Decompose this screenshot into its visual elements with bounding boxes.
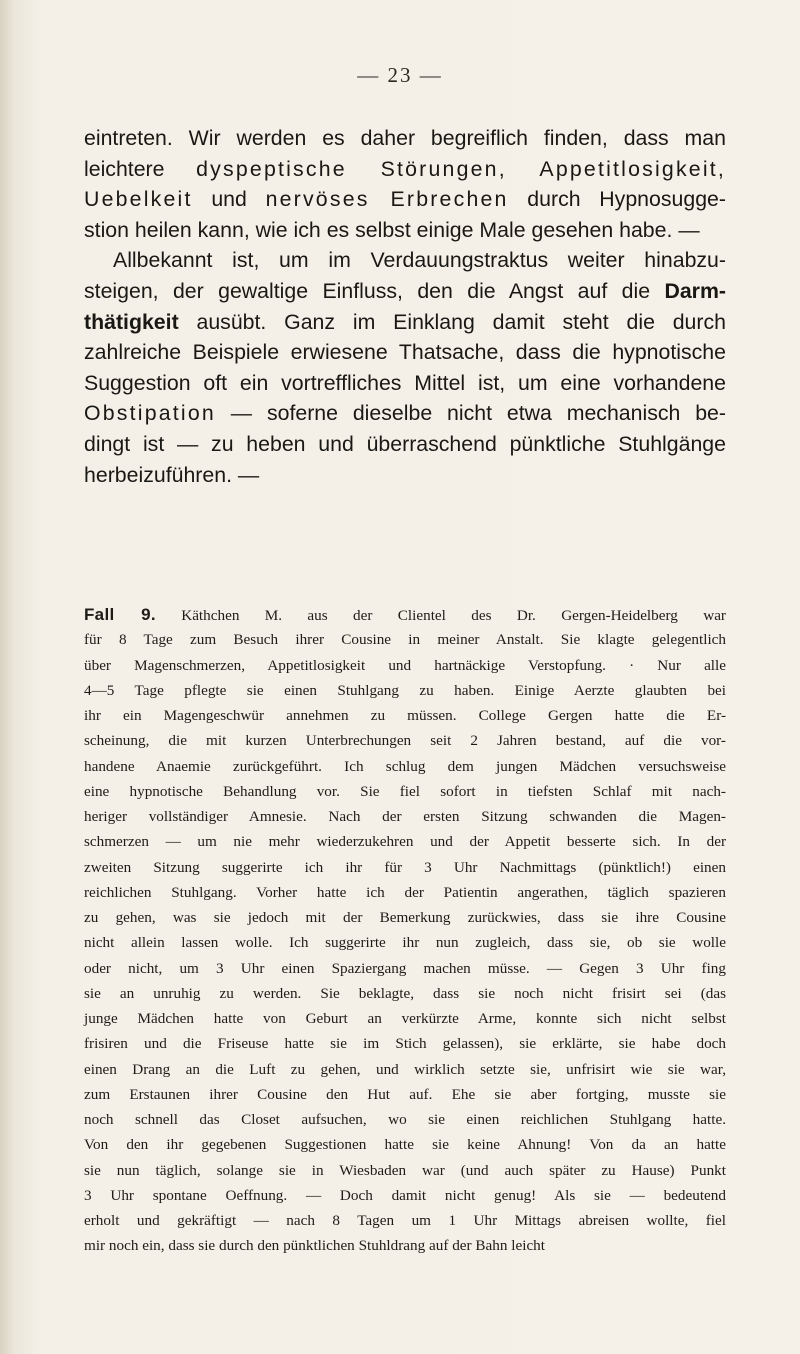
case-line: oder nicht, um 3 Uhr einen Spaziergang machen müsse. — Gegen 3 Uhr fing (84, 959, 726, 977)
case-line: über Magenschmerzen, Appetitlosigkeit und hartnäckige Verstopfung. · Nur alle (84, 656, 726, 674)
paragraph2-line3 (84, 307, 726, 338)
case-line: ihr ein Magengeschwür annehmen zu müssen. College Gergen hatte die Er- (84, 707, 726, 724)
paragraph1-line1: eintreten. Wir werden es daher begreiflich finden, dass man (84, 126, 726, 150)
paragraph2-line1: Allbekannt ist, um im Verdauungstraktus weiter hinabzu- (113, 248, 726, 273)
case-line: 4—5 Tage pflegte sie einen Stuhlgang zu haben. Einige Aerzte glaubten bei (84, 681, 726, 699)
case-line: frisiren und die Friseuse hatte sie im Stich gelassen), sie erklärte, sie habe doch (84, 1035, 726, 1053)
emphasis-activity: thätigkeit (84, 309, 179, 334)
paragraph2-line4: zahlreiche Beispiele erwiesene Thatsache, dass die hypnotische (84, 340, 726, 365)
paragraph2-line6 (84, 398, 726, 429)
paragraph1-line4: stion heilen kann, wie ich es selbst einige Male gesehen habe. — (84, 217, 700, 242)
case-line: scheinung, die mit kurzen Unterbrechungen seit 2 Jahren bestand, auf die vor- (84, 732, 726, 750)
case-line: sie an unruhig zu werden. Sie beklagte, dass sie noch nicht frisirt sei (das (84, 984, 726, 1002)
text-run: durch Hypnosugge- (508, 187, 726, 212)
case-line-text: Käthchen M. aus der Clientel des Dr. Gergen-Heidelberg war (155, 607, 726, 624)
case-line: einen Drang an die Luft zu gehen, und wirklich setzte sie, unfrisirt wie sie war, (84, 1060, 726, 1078)
page-number: — 23 — (357, 63, 443, 87)
emphasis-dyspeptic: dyspeptische Störungen, Appetitlosigkeit, (196, 156, 726, 181)
case-line: zu gehen, was sie jedoch mit der Bemerkung zurückwies, dass sie ihre Cousine (84, 909, 726, 926)
emphasis-bowel: Darm- (664, 278, 726, 303)
case-line: noch schnell das Closet aufsuchen, wo sie einen reichlichen Stuhlgang hatte. (84, 1111, 726, 1128)
paragraph2-line2 (84, 276, 726, 307)
paragraph2-line8: herbeizuführen. — (84, 462, 260, 487)
case-line: schmerzen — um nie mehr wiederzukehren und der Appetit besserte sich. In der (84, 833, 726, 851)
case-line: heriger vollständiger Amnesie. Nach der ersten Sitzung schwanden die Magen- (84, 808, 726, 825)
text-run: — soferne dieselbe nicht etwa mechanisch be- (215, 401, 726, 426)
main-text (84, 123, 726, 490)
case-label: Fall 9. (84, 605, 156, 624)
case-line: für 8 Tage zum Besuch ihrer Cousine in meiner Anstalt. Sie klagte gelegentlich (84, 631, 726, 649)
case-line: 3 Uhr spontane Oeffnung. — Doch damit nicht genug! Als sie — bedeutend (84, 1186, 726, 1204)
text-run: ausübt. Ganz im Einklang damit steht die durch (178, 309, 726, 334)
text-run: leichtere (84, 156, 197, 181)
case-report (84, 602, 726, 1259)
case-line: Von den ihr gegebenen Suggestionen hatte sie keine Ahnung! Von da an hatte (84, 1136, 726, 1154)
case-line: junge Mädchen hatte von Geburt an verkürzte Arme, konnte sich nicht selbst (84, 1010, 726, 1027)
paragraph2-line7: dingt ist — zu heben und überraschend pünktliche Stuhlgänge (84, 431, 726, 456)
text-run: und (192, 187, 266, 212)
case-line: reichlichen Stuhlgang. Vorher hatte ich der Patientin angerathen, täglich spazieren (84, 883, 726, 901)
case-line: nicht allein lassen wolle. Ich suggerirte ihr nun zugleich, dass sie, ob sie wolle (84, 934, 726, 952)
paragraph1-line3 (84, 184, 726, 215)
case-line: handene Anaemie zurückgeführt. Ich schlug dem jungen Mädchen versuchsweise (84, 757, 726, 775)
case-line (84, 602, 726, 627)
case-line: zweiten Sitzung suggerirte ich ihr für 3 Uhr Nachmittags (pünktlich!) einen (84, 858, 726, 876)
emphasis-vomiting: nervöses Erbrechen (265, 187, 509, 212)
paragraph1-line2 (84, 154, 726, 185)
emphasis-nausea: Uebelkeit (84, 187, 193, 212)
case-line: sie nun täglich, solange sie in Wiesbaden war (und auch später zu Hause) Punkt (84, 1161, 726, 1179)
text-run: steigen, der gewaltige Einfluss, den die Angst auf die (84, 278, 665, 303)
case-line: eine hypnotische Behandlung vor. Sie fiel sofort in tiefsten Schlaf mit nach- (84, 782, 726, 800)
case-line: erholt und gekräftigt — nach 8 Tagen um 1 Uhr Mittags abreisen wollte, fiel (84, 1212, 726, 1229)
case-line: zum Erstaunen ihrer Cousine den Hut auf. Ehe sie aber fortging, musste sie (84, 1085, 726, 1103)
emphasis-obstipation: Obstipation (84, 401, 216, 426)
case-line: mir noch ein, dass sie durch den pünktlichen Stuhldrang auf der Bahn leicht (84, 1237, 545, 1255)
paragraph2-line5: Suggestion oft ein vortreffliches Mittel ist, um eine vorhandene (84, 370, 726, 395)
